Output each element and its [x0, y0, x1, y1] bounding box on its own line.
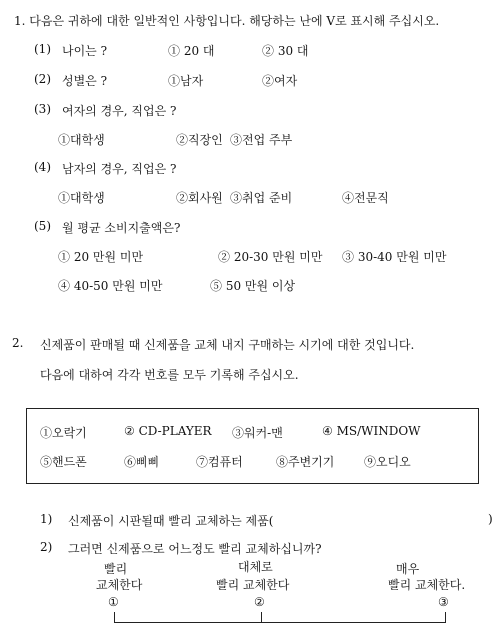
q2-item-1-text: 신제품이 시판될때 빨리 교체하는 제품( — [68, 514, 274, 528]
q2-text-line-2: 다음에 대하여 각각 번호를 모두 기록해 주십시오. — [40, 368, 299, 382]
scale-tick-2 — [261, 612, 262, 623]
q2-item-2-text: 그러면 신제품으로 어느정도 빨리 교체하십니까? — [68, 542, 322, 556]
q1-1-label: 나이는 ? — [62, 44, 108, 58]
q1-4-option-4[interactable]: ④전문직 — [342, 191, 389, 205]
scale-tick-3 — [445, 612, 446, 623]
q1-2-option-2[interactable]: ②여자 — [262, 74, 298, 88]
product-1: ①오락기 — [40, 426, 87, 440]
product-6: ⑥삐삐 — [124, 455, 160, 469]
scale-axis-line — [114, 622, 446, 623]
q1-1-number: (1) — [34, 42, 51, 56]
q1-3-option-1[interactable]: ①대학생 — [58, 133, 105, 147]
q1-5-option-5[interactable]: ⑤ 50 만원 이상 — [210, 279, 296, 293]
product-3: ③워커-맨 — [232, 426, 283, 440]
q1-5-option-3[interactable]: ③ 30-40 만원 미만 — [342, 250, 447, 264]
q1-5-option-1[interactable]: ① 20 만원 미만 — [58, 250, 144, 264]
q1-1-option-2[interactable]: ② 30 대 — [262, 44, 309, 58]
scale-tick-1 — [114, 612, 115, 623]
q1-2-number: (2) — [34, 72, 51, 86]
q2-item-2-number: 2) — [40, 540, 53, 554]
q1-4-number: (4) — [34, 160, 51, 174]
scale-mid-label-bottom: 빨리 교체한다 — [216, 578, 290, 592]
scale-left-label-top: 빨리 — [104, 562, 128, 576]
q1-4-label: 남자의 경우, 직업은 ? — [62, 162, 177, 176]
q1-3-label: 여자의 경우, 직업은 ? — [62, 104, 177, 118]
q1-1-option-1[interactable]: ① 20 대 — [168, 44, 215, 58]
q1-3-option-3[interactable]: ③전업 주부 — [230, 133, 293, 147]
q2-text-line-1: 신제품이 판매될 때 신제품을 교체 내지 구매하는 시기에 대한 것입니다. — [40, 338, 415, 352]
q2-item-1-number: 1) — [40, 512, 53, 526]
product-7: ⑦컴퓨터 — [196, 455, 243, 469]
q1-3-number: (3) — [34, 102, 51, 116]
product-8: ⑧주변기기 — [276, 455, 335, 469]
q1-4-option-3[interactable]: ③취업 준비 — [230, 191, 293, 205]
q1-header: 1. 다음은 귀하에 대한 일반적인 사항입니다. 해당하는 난에 V로 표시해 주십시오. — [14, 14, 440, 28]
q2-number: 2. — [12, 336, 24, 350]
q1-5-number: (5) — [34, 219, 51, 233]
q1-5-option-2[interactable]: ② 20-30 만원 미만 — [218, 250, 323, 264]
q1-5-option-4[interactable]: ④ 40-50 만원 미만 — [58, 279, 163, 293]
product-4: ④ MS/WINDOW — [322, 424, 421, 438]
product-9: ⑨오디오 — [364, 455, 411, 469]
product-2: ② CD-PLAYER — [124, 424, 212, 438]
product-list-box — [26, 408, 479, 484]
q1-2-option-1[interactable]: ①남자 — [168, 74, 204, 88]
scale-right-label-top: 매우 — [396, 562, 420, 576]
q1-5-label: 월 평균 소비지출액은? — [62, 221, 181, 235]
scale-point-2[interactable]: ② — [254, 595, 265, 609]
q1-4-option-1[interactable]: ①대학생 — [58, 191, 105, 205]
scale-point-3[interactable]: ③ — [438, 595, 449, 609]
scale-mid-label-top: 대체로 — [238, 560, 273, 574]
scale-right-label-bottom: 빨리 교체한다. — [388, 578, 466, 592]
q1-3-option-2[interactable]: ②직장인 — [176, 133, 223, 147]
scale-left-label-bottom: 교체한다 — [96, 578, 143, 592]
q1-4-option-2[interactable]: ②회사원 — [176, 191, 223, 205]
scale-point-1[interactable]: ① — [108, 595, 119, 609]
q1-2-label: 성별은 ? — [62, 74, 108, 88]
product-5: ⑤핸드폰 — [40, 455, 87, 469]
q2-item-1-close-paren: ) — [488, 512, 493, 526]
